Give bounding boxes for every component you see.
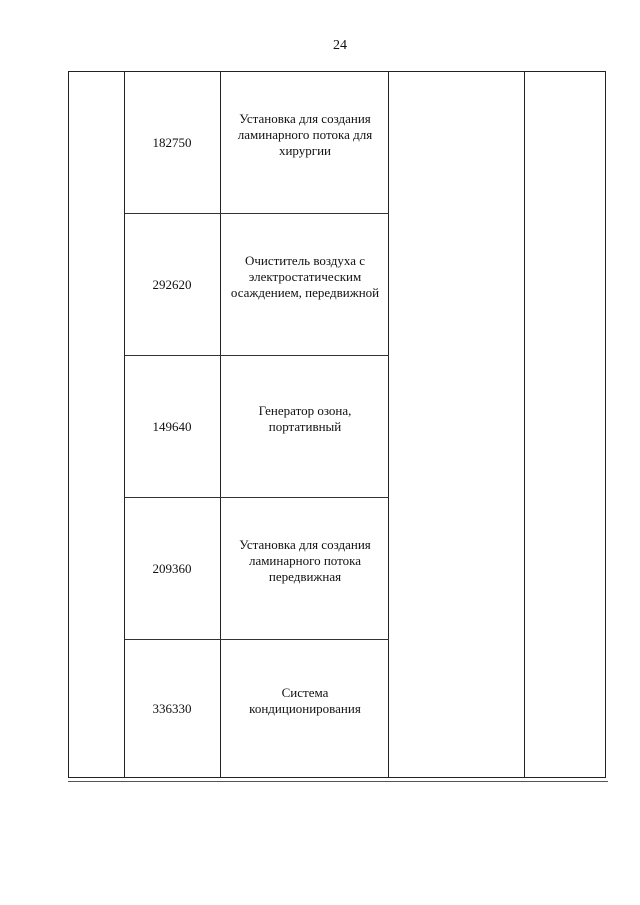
item-name: Очиститель воздуха с электростатическим осаждением, передвижной [230, 252, 380, 300]
item-code: 209360 [152, 560, 192, 576]
item-name-cell [221, 498, 389, 639]
item-name: Генератор озона, портативный [258, 402, 352, 434]
item-code: 149640 [152, 418, 192, 434]
table-row [125, 214, 389, 356]
item-code: 182750 [152, 134, 192, 150]
table-bottom-rule [68, 781, 608, 782]
page-number: 24 [333, 38, 347, 53]
item-name-cell [221, 72, 389, 213]
item-name: Система кондиционирования [249, 684, 361, 716]
item-code: 336330 [152, 700, 192, 716]
column-divider [524, 72, 525, 777]
item-name-cell [221, 356, 389, 497]
equipment-table [68, 71, 606, 778]
table-row [125, 72, 389, 214]
table-row [125, 356, 389, 498]
item-name: Установка для создания ламинарного потока передвижная [239, 536, 371, 584]
item-name-cell [221, 640, 389, 777]
table-row [125, 640, 389, 777]
item-name: Установка для создания ламинарного потока для хирургии [237, 110, 373, 158]
table-row [125, 498, 389, 640]
item-name-cell [221, 214, 389, 355]
item-code: 292620 [152, 276, 192, 292]
